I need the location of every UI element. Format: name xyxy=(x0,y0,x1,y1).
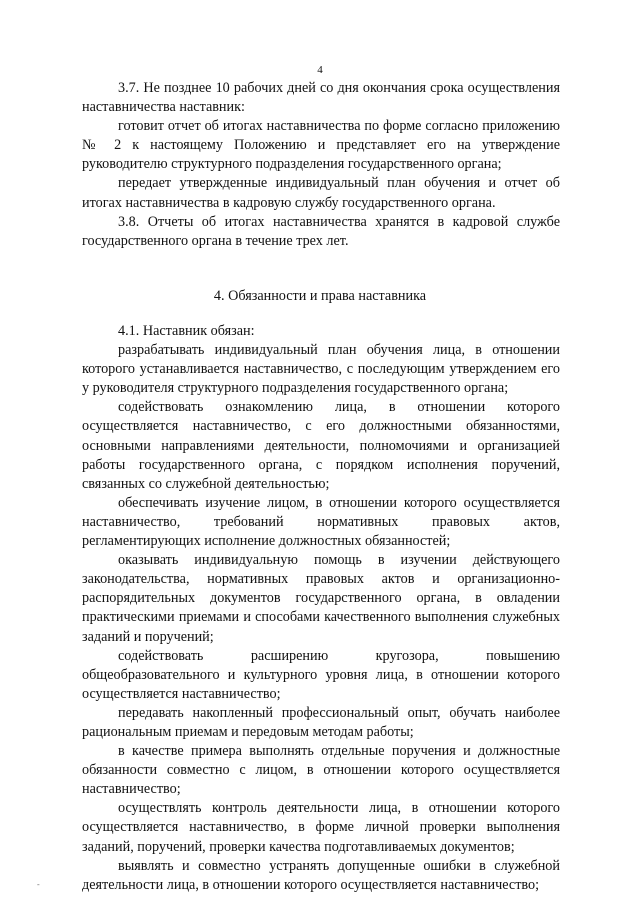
paragraph-prepare-report: готовит отчет об итогах наставничества по форме согласно приложению № 2 к настоящему Положению и представляет его на утверждение руководителю структурного подразделения государственного органа; xyxy=(82,118,560,173)
duty-develop-plan: разрабатывать индивидуальный план обучения лица, в отношении которого устанавливается наставничество, с последующим утверждением его у руководителя структурного подразделения государственного органа; xyxy=(82,342,560,397)
paragraph-transfer-plan: передает утвержденные индивидуальный план обучения и отчет об итогах наставничества в кадровую службу государственного органа. xyxy=(82,175,560,211)
duty-fix-errors: выявлять и совместно устранять допущенные ошибки в служебной деятельности лица, в отношении которого осуществляется наставничество; xyxy=(82,857,560,893)
page-number: 4 xyxy=(317,64,323,76)
paragraph-3-7: 3.7. Не позднее 10 рабочих дней со дня окончания срока осуществления наставничества наставник: xyxy=(82,80,560,116)
duty-control: осуществлять контроль деятельности лица, в отношении которого осуществляется наставничество, в форме личной проверки выполнения заданий, поручений, проверки качества подготавливаемых документов; xyxy=(82,800,560,855)
duty-broaden-outlook: содействовать расширению кругозора, повышению общеобразовательного и культурного уровня лица, в отношении которого осуществляется наставничество; xyxy=(82,647,560,702)
margin-mark: - xyxy=(37,880,40,889)
duty-share-experience: передавать накопленный профессиональный опыт, обучать наиболее рациональным приемам и передовым методам работы; xyxy=(82,704,560,740)
paragraph-4-1: 4.1. Наставник обязан: xyxy=(118,323,255,339)
section-4-text xyxy=(82,322,560,895)
duty-familiarize: содействовать ознакомлению лица, в отношении которого осуществляется наставничество, с его должностными обязанностями, основными направлениями деятельности, полномочиями и организацией работы государственного органа, с порядком исполнения поручений, связанных со служебной деятельностью; xyxy=(82,399,560,492)
section-3-text xyxy=(82,79,560,251)
duty-ensure-study: обеспечивать изучение лицом, в отношении которого осуществляется наставничество, требований нормативных правовых актов, регламентирующих исполнение должностных обязанностей; xyxy=(82,494,560,550)
duty-joint-tasks: в качестве примера выполнять отдельные поручения и должностные обязанности совместно с лицом, в отношении которого осуществляется наставничество; xyxy=(82,743,560,798)
paragraph-3-8: 3.8. Отчеты об итогах наставничества хранятся в кадровой службе государственного органа в течение трех лет. xyxy=(82,213,560,249)
section-4-heading: 4. Обязанности и права наставника xyxy=(213,288,427,304)
duty-individual-help: оказывать индивидуальную помощь в изучении действующего законодательства, нормативных правовых актов и организационно-распорядительных документов государственного органа, в овладении практическими приемами и способами качественного выполнения служебных заданий и поручений; xyxy=(82,552,560,645)
